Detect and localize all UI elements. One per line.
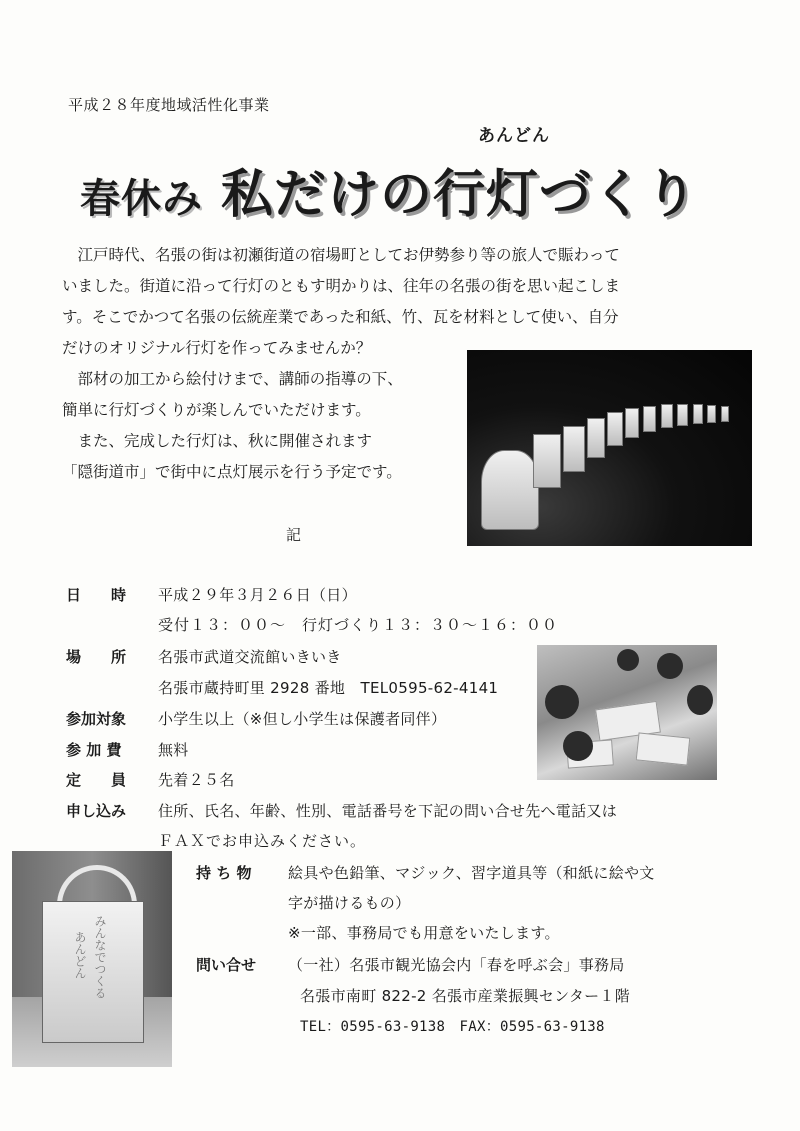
- bring-label: 持 ち 物: [196, 864, 252, 882]
- apply-label: 申し込み: [66, 802, 127, 820]
- capacity-label: 定 員: [66, 771, 127, 789]
- page-title: [80, 152, 698, 227]
- intro-line-1: 江戸時代、名張の街は初瀬街道の宿場町としてお伊勢参り等の旅人で賑わって: [62, 246, 620, 264]
- title-main: 私だけの行灯づくり: [221, 165, 699, 225]
- bring-line-3: ※一部、事務局でも用意をいたします。: [288, 924, 560, 942]
- contact-line-1: （一社）名張市観光協会内「春を呼ぶ会」事務局: [288, 956, 625, 974]
- intro-line-6: 簡単に行灯づくりが楽しんでいただけます。: [62, 401, 371, 419]
- bring-line-2: 字が描けるもの）: [288, 894, 411, 912]
- intro-line-8: 「隠街道市」で街中に点灯展示を行う予定です。: [62, 463, 402, 481]
- title-prefix: 春休み: [80, 176, 203, 222]
- intro-line-5: 部材の加工から絵付けまで、講師の指導の下、: [62, 370, 403, 388]
- fee-label: 参 加 費: [66, 741, 122, 759]
- place-address: 名張市蔵持町里 2928 番地 TEL0595-62-4141: [158, 679, 499, 697]
- contact-line-3: TEL：0595-63-9138 FAX：0595-63-9138: [300, 1019, 605, 1035]
- project-header: 平成２８年度地域活性化事業: [68, 96, 270, 114]
- intro-line-7: また、完成した行灯は、秋に開催されます: [62, 432, 373, 450]
- datetime-date: 平成２９年３月２６日（日）: [158, 586, 357, 604]
- apply-line-2: ＦＡＸでお申込みください。: [158, 832, 367, 850]
- contact-label: 問い合せ: [196, 956, 257, 974]
- fee-value: 無料: [158, 741, 189, 759]
- workshop-photo: [537, 645, 717, 780]
- place-name: 名張市武道交流館いきいき: [158, 648, 342, 666]
- ki-mark: 記: [286, 526, 302, 544]
- lanterns-photo: [467, 350, 752, 546]
- contact-line-2: 名張市南町 822-2 名張市産業振興センター１階: [300, 987, 631, 1005]
- apply-line-1: 住所、氏名、年齢、性別、電話番号を下記の問い合せ先へ電話又は: [158, 802, 618, 820]
- target-label: 参加対象: [66, 710, 127, 728]
- title-ruby: あんどん: [478, 126, 550, 146]
- place-label: 場 所: [66, 648, 127, 666]
- datetime-label: 日 時: [66, 586, 127, 604]
- single-lantern-photo: みんなでつくる あんどん: [12, 851, 172, 1067]
- intro-line-3: す。そこでかつて名張の伝統産業であった和紙、竹、瓦を材料として使い、自分: [62, 308, 619, 326]
- target-value: 小学生以上（※但し小学生は保護者同伴）: [158, 710, 447, 728]
- capacity-value: 先着２５名: [158, 771, 235, 789]
- bring-line-1: 絵具や色鉛筆、マジック、習字道具等（和紙に絵や文: [288, 864, 655, 882]
- intro-line-2: いました。街道に沿って行灯のともす明かりは、往年の名張の街を思い起こしま: [62, 277, 621, 295]
- datetime-time: 受付１３：００～ 行灯づくり１３：３０～１６：００: [158, 616, 559, 634]
- intro-line-4: だけのオリジナル行灯を作ってみませんか？: [62, 339, 372, 357]
